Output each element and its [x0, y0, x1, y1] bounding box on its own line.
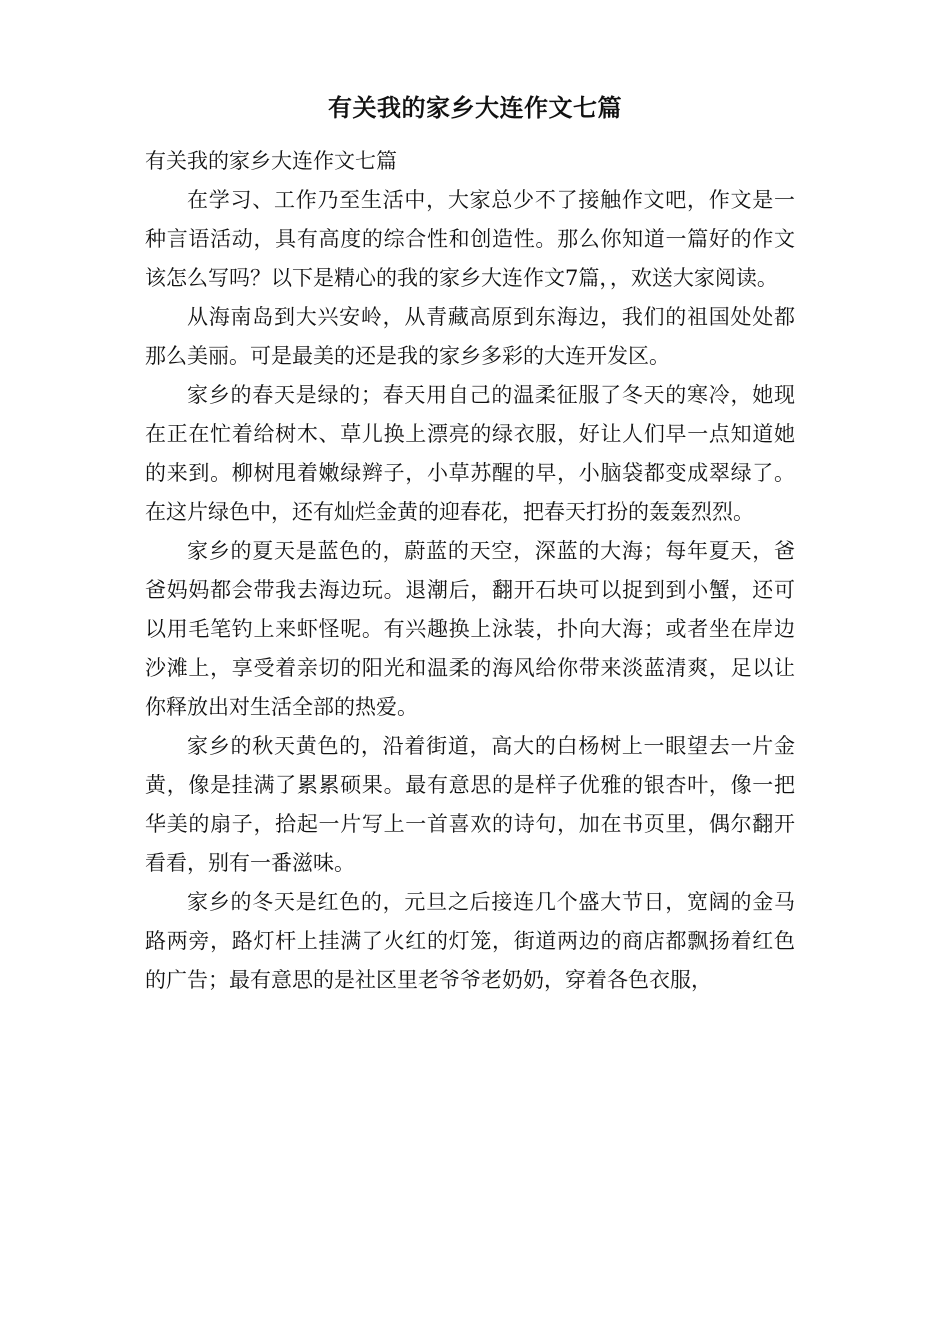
- paragraph-winter: 家乡的冬天是红色的，元旦之后接连几个盛大节日，宽阔的金马路两旁，路灯杆上挂满了火红的灯笼，街道两边的商店都飘扬着红色的广告；最有意思的是社区里老爷爷老奶奶，穿着各色衣服，: [145, 890, 795, 992]
- paragraph-hometown: 从海南岛到大兴安岭，从青藏高原到东海边，我们的祖国处处都那么美丽。可是最美的还是我的家乡多彩的大连开发区。: [145, 305, 795, 368]
- document-subtitle: 有关我的家乡大连作文七篇: [145, 149, 397, 173]
- paragraph-autumn: 家乡的秋天黄色的，沿着街道，高大的白杨树上一眼望去一片金黄，像是挂满了累累硕果。最有意思的是样子优雅的银杏叶，像一把华美的扇子，拾起一片写上一首喜欢的诗句，加在书页里，偶尔翻开看看，别有一番滋味。: [145, 734, 795, 875]
- paragraph-spring: 家乡的春天是绿的；春天用自己的温柔征服了冬天的寒冷，她现在正在忙着给树木、草儿换上漂亮的绿衣服，好让人们早一点知道她的来到。柳树甩着嫩绿辫子，小草苏醒的早，小脑袋都变成翠绿了。在这片绿色中，还有灿烂金黄的迎春花，把春天打扮的轰轰烈烈。: [145, 383, 795, 524]
- paragraph-summer: 家乡的夏天是蓝色的，蔚蓝的天空，深蓝的大海；每年夏天，爸爸妈妈都会带我去海边玩。退潮后，翻开石块可以捉到到小蟹，还可以用毛笔钓上来虾怪呢。有兴趣换上泳装，扑向大海；或者坐在岸边沙滩上，享受着亲切的阳光和温柔的海风给你带来淡蓝清爽，足以让你释放出对生活全部的热爱。: [145, 539, 795, 719]
- document-title: 有关我的家乡大连作文七篇: [328, 93, 622, 122]
- document-body: [145, 142, 795, 1000]
- paragraph-intro: 在学习、工作乃至生活中，大家总少不了接触作文吧，作文是一种言语活动，具有高度的综合性和创造性。那么你知道一篇好的作文该怎么写吗？以下是精心的我的家乡大连作文7篇，，欢送大家阅读。: [145, 188, 795, 290]
